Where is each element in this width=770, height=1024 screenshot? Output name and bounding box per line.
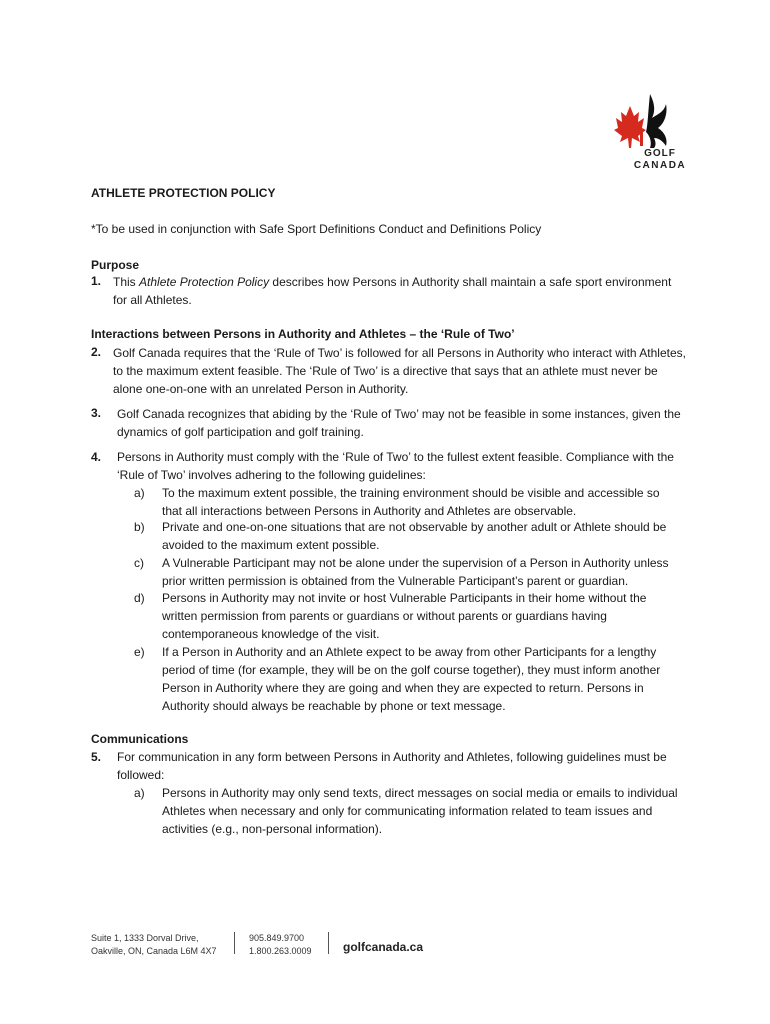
communications-heading: Communications [91, 732, 189, 746]
guideline-letter-c: c) [134, 556, 144, 570]
guideline-e: If a Person in Authority and an Athlete expect to be away from other Participants for a lengthy period of time (for example, they will be on the golf course together), they must inform another Person in Authority where they are going and when they are expected to return. Persons in Authority should always be reachable by phone or text message. [162, 645, 661, 713]
paragraph-3: Golf Canada recognizes that abiding by the ‘Rule of Two’ may not be feasible in some instances, given the dynamics of golf participation and golf training. [117, 407, 681, 439]
communication-guideline-a: Persons in Authority may only send texts, direct messages on social media or emails to individual Athletes when necessary and only for communicating information related to team issues and activities (e.g., non-personal information). [162, 786, 678, 836]
purpose-text-before: This [113, 275, 140, 289]
golfer-figure-icon [646, 94, 667, 148]
guideline-letter-b: b) [134, 520, 145, 534]
paragraph-number-4: 4. [91, 450, 102, 464]
paragraph-number-2: 2. [91, 345, 102, 359]
footer-website-link[interactable]: golfcanada.ca [343, 940, 424, 954]
guideline-letter-e: e) [134, 645, 145, 659]
guideline-c: A Vulnerable Participant may not be alone under the supervision of a Person in Authority unless prior written permission is obtained from the Vulnerable Participant’s parent or guardian. [162, 556, 669, 588]
paragraph-number-1: 1. [91, 274, 102, 288]
footer-divider-2 [328, 932, 329, 954]
footer-divider [234, 932, 235, 954]
purpose-heading: Purpose [91, 258, 140, 272]
purpose-text-after: describes how Persons in Authority shall maintain a safe sport environment for all Athletes. [113, 275, 672, 307]
interactions-heading: Interactions between Persons in Authority and Athletes – the ‘Rule of Two’ [91, 327, 515, 341]
purpose-text-italic: Athlete Protection Policy [139, 275, 270, 289]
paragraph-number-5: 5. [91, 750, 102, 764]
paragraph-4: Persons in Authority must comply with the ‘Rule of Two’ to the fullest extent feasible. Compliance with the ‘Rule of Two’ involves adhering to the following guidelines: [117, 450, 674, 482]
paragraph-number-3: 3. [91, 406, 102, 420]
guideline-b: Private and one-on-one situations that are not observable by another adult or Athlete should be avoided to the maximum extent possible. [162, 520, 667, 552]
guideline-d: Persons in Authority may not invite or host Vulnerable Participants in their home without the written permission from parents or guardians or without parents or guardians having contemporaneous knowledge of the visit. [162, 591, 647, 641]
footer-address-line2: Oakville, ON, Canada L6M 4X7 [91, 946, 217, 956]
guideline-a: To the maximum extent possible, the training environment should be visible and accessible so that all interactions between Persons in Authority and Athletes are observable. [162, 486, 660, 518]
communication-guideline-letter-a: a) [134, 786, 145, 800]
purpose-paragraph [113, 273, 688, 309]
footer-phone-2: 1.800.263.0009 [249, 946, 312, 956]
paragraph-5: For communication in any form between Persons in Authority and Athletes, following guidelines must be followed: [117, 750, 667, 782]
document-subtitle: *To be used in conjunction with Safe Sport Definitions Conduct and Definitions Policy [91, 222, 542, 236]
document-title: ATHLETE PROTECTION POLICY [91, 186, 276, 200]
guideline-letter-a: a) [134, 486, 145, 500]
paragraph-2: Golf Canada requires that the ‘Rule of Two’ is followed for all Persons in Authority who interact with Athletes, to the maximum extent feasible. The ‘Rule of Two’ is a directive that says that an athlete must never be alone one-on-one with an unrelated Person in Authority. [113, 346, 686, 396]
footer-address-line1: Suite 1, 1333 Dorval Drive, [91, 933, 199, 943]
logo-line-golf: GOLF [644, 148, 676, 159]
logo-line-canada: CANADA [633, 160, 687, 171]
logo-wordmark [620, 148, 700, 172]
guideline-letter-d: d) [134, 591, 145, 605]
footer-phone-1: 905.849.9700 [249, 933, 305, 943]
footer-phones [249, 932, 312, 958]
footer-address [91, 932, 217, 958]
